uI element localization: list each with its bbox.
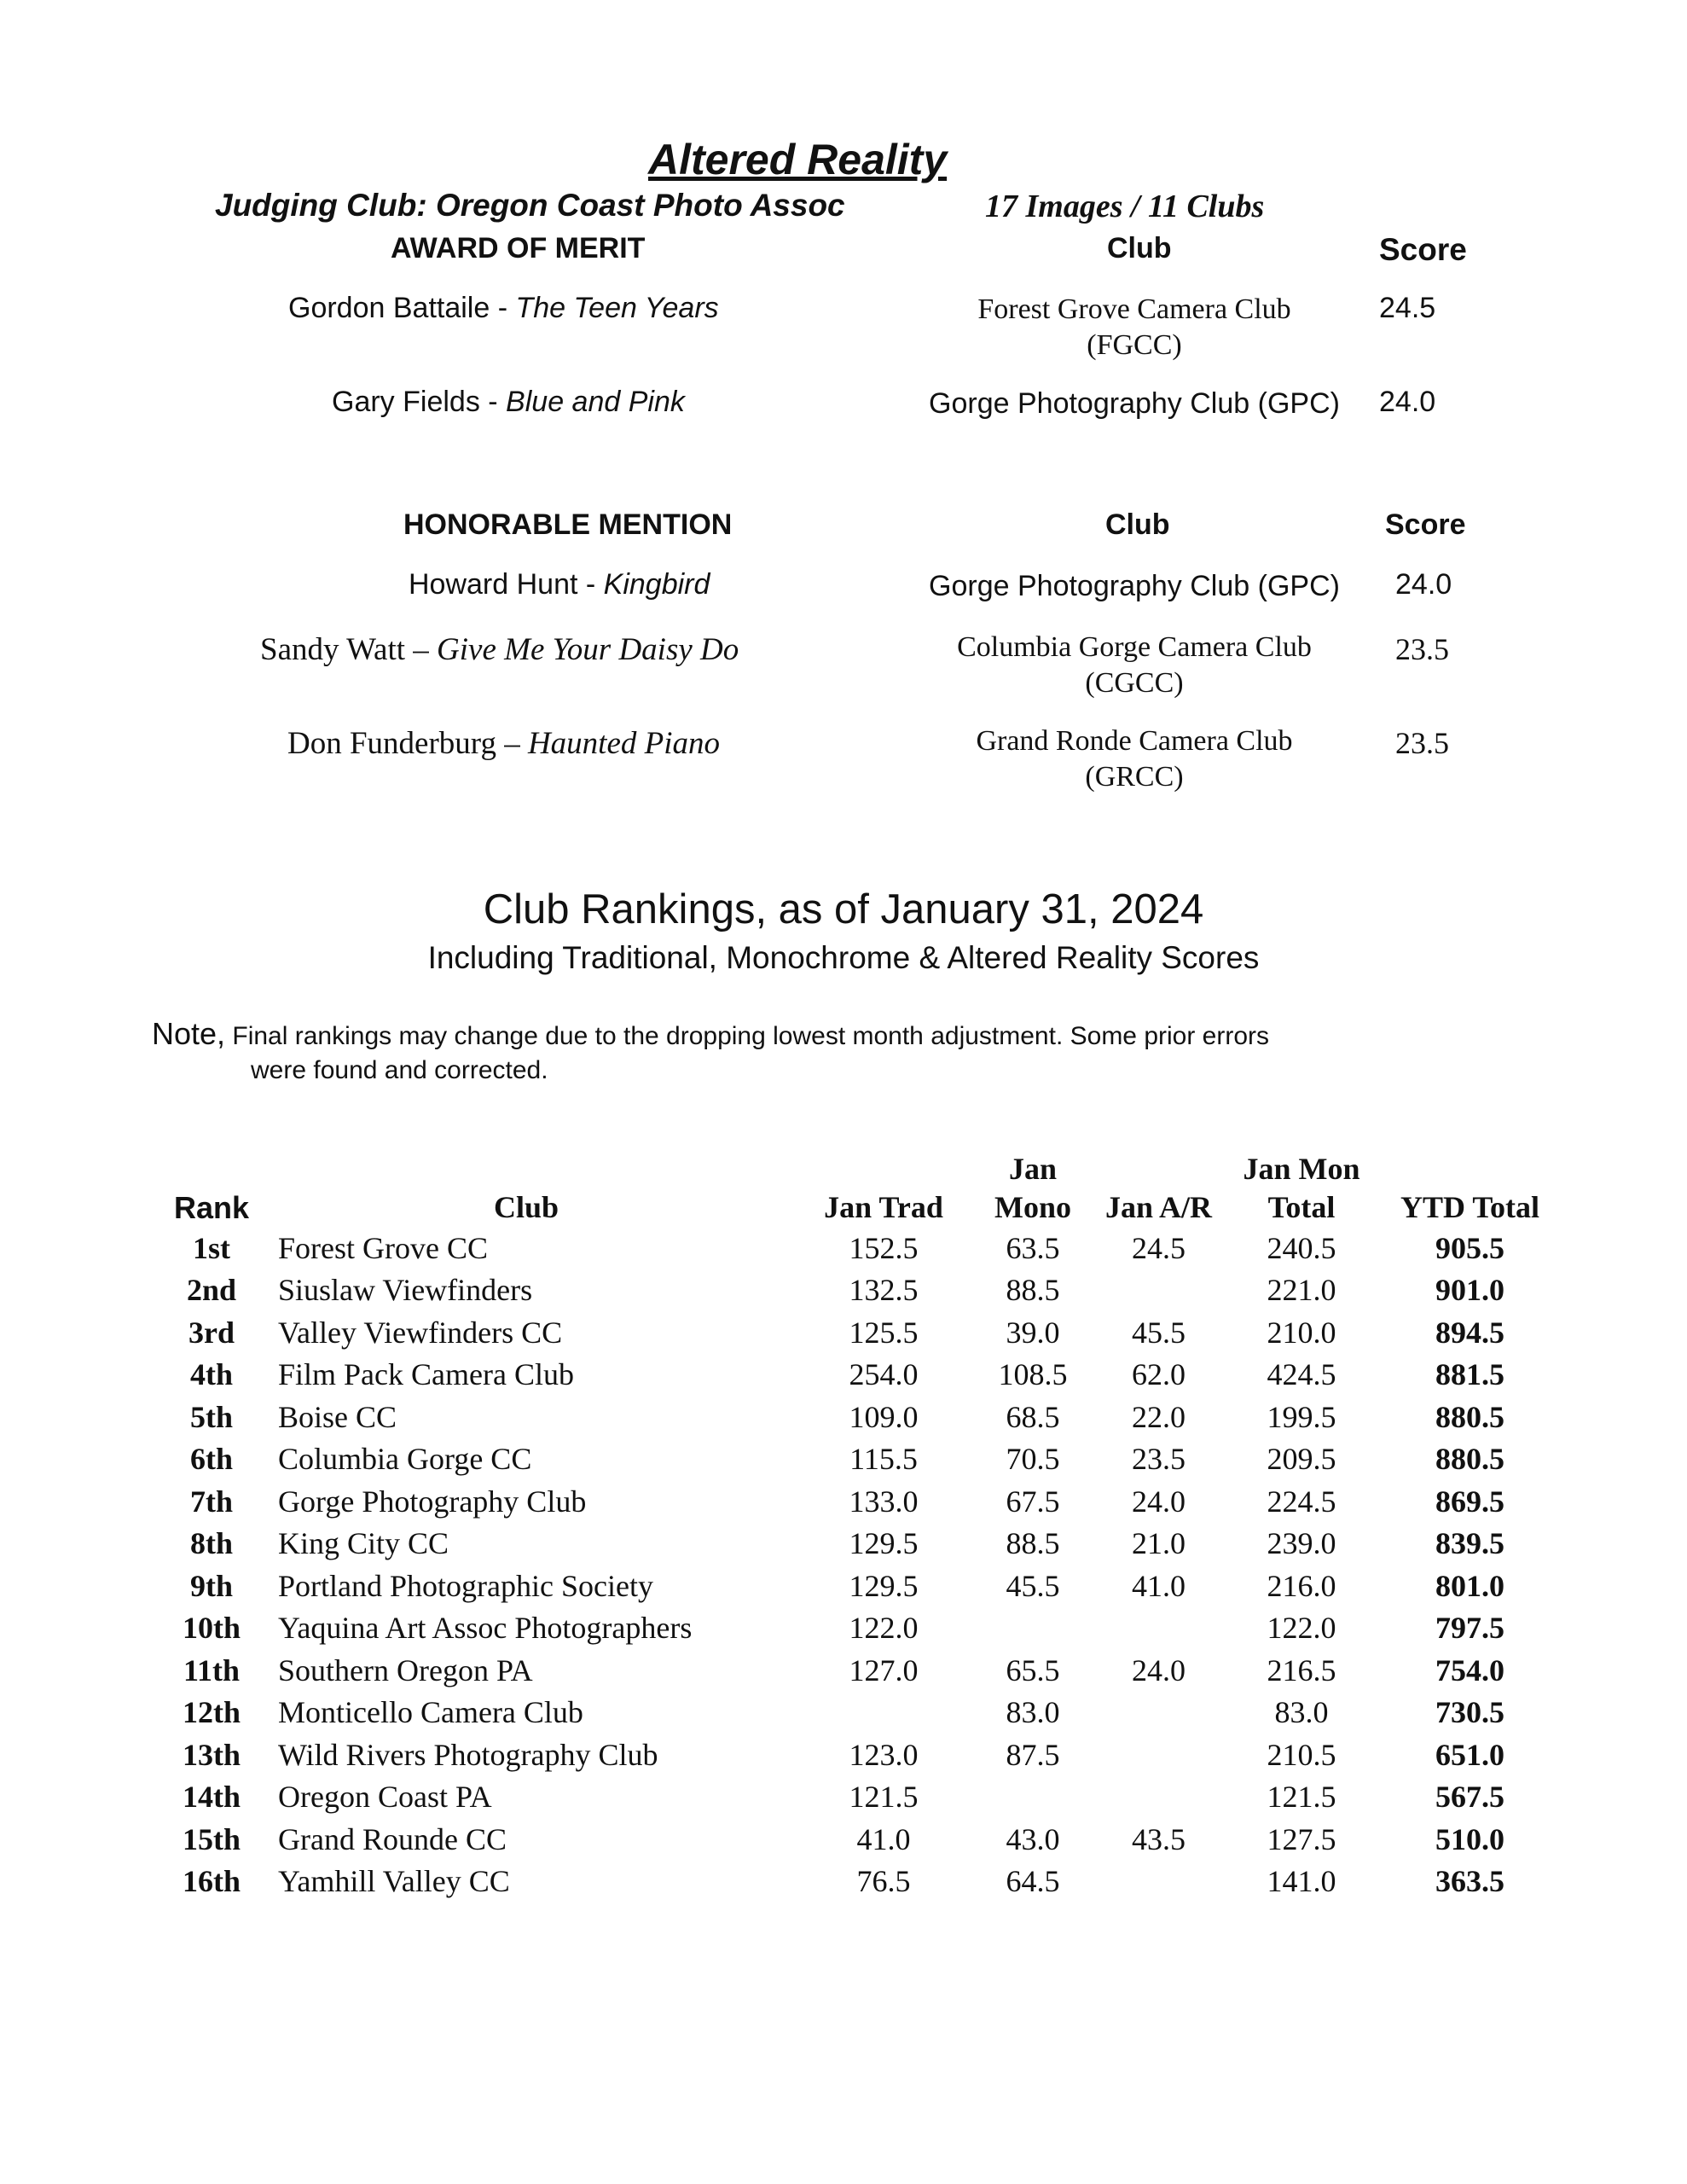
award-entry-1-name [288,292,719,325]
club-line: (CGCC) [1085,667,1184,699]
award-entry-2-name [332,386,685,419]
award-entry-title: The Teen Years [515,292,719,324]
ar-cell: 24.0 [1132,1484,1186,1519]
ytd-cell: 869.5 [1435,1484,1504,1519]
total-cell: 121.5 [1267,1780,1336,1815]
ar-cell: 23.5 [1132,1442,1186,1477]
rankings-subtitle: Including Traditional, Monochrome & Altered Reality Scores [427,940,1260,975]
rankings-table [169,1150,1557,1902]
mono-cell: 88.5 [1006,1273,1060,1308]
award-of-merit-heading: AWARD OF MERIT [391,232,646,264]
mono-cell: 67.5 [1006,1484,1060,1519]
rank-cell: 1st [193,1230,230,1265]
total-cell: 240.5 [1267,1230,1336,1265]
rankings-body [169,1227,1557,1902]
honorable-entry-author: Don Funderburg – [287,726,528,761]
ytd-cell: 881.5 [1435,1357,1504,1392]
honorable-score-heading: Score [1385,508,1466,541]
note-lead: Note, [152,1016,226,1051]
header-line: Jan [1008,1152,1058,1186]
club-cell: King City CC [278,1526,449,1561]
mono-cell [969,1776,1097,1819]
mono-cell: 88.5 [1006,1526,1060,1561]
mono-cell: 87.5 [1006,1737,1060,1772]
club-cell: Boise CC [278,1399,397,1434]
mono-cell: 83.0 [1006,1695,1060,1730]
trad-cell: 41.0 [856,1821,911,1856]
award-entry-author: Gary Fields - [332,386,507,418]
trad-cell: 121.5 [849,1780,919,1815]
table-row [169,1354,1557,1397]
rank-cell: 12th [182,1695,241,1730]
ytd-cell: 901.0 [1435,1273,1504,1308]
mono-cell: 45.5 [1006,1568,1060,1603]
total-cell: 141.0 [1267,1864,1336,1899]
col-ar-header: Jan A/R [1104,1190,1213,1224]
ar-cell: 45.5 [1132,1315,1186,1350]
image-count: 17 Images / 11 Clubs [985,189,1265,224]
club-line: Forest Grove Camera Club [977,293,1291,325]
trad-cell: 132.5 [849,1273,919,1308]
ar-cell: 24.0 [1132,1653,1186,1687]
mono-cell: 68.5 [1006,1399,1060,1434]
ar-cell: 24.5 [1132,1230,1186,1265]
header-line: Mono [994,1190,1071,1224]
club-line: (FGCC) [1087,329,1182,361]
col-rank-header: Rank [173,1190,250,1225]
club-line: Gorge Photography Club (GPC) [929,387,1340,420]
rank-cell: 9th [189,1568,233,1603]
note-line-2: were found and corrected. [251,1056,548,1084]
table-row [169,1818,1557,1861]
club-cell: Forest Grove CC [278,1230,488,1265]
club-line: Columbia Gorge Camera Club [957,631,1312,663]
total-cell: 122.0 [1267,1611,1336,1646]
page-title: Altered Reality [648,136,948,183]
club-cell: Valley Viewfinders CC [278,1315,563,1350]
ar-cell [1097,1776,1220,1819]
ar-cell: 21.0 [1132,1526,1186,1561]
ar-cell: 43.5 [1132,1821,1186,1856]
honorable-mention-heading: HONORABLE MENTION [403,508,733,541]
rank-cell: 11th [183,1653,241,1687]
honorable-entry-title: Kingbird [603,568,710,601]
club-cell: Southern Oregon PA [278,1653,533,1687]
col-total-header [1220,1150,1383,1227]
trad-cell: 125.5 [849,1315,919,1350]
note-line-1: Final rankings may change due to the dropping lowest month adjustment. Some prior errors [225,1022,1270,1050]
club-line: Gorge Photography Club (GPC) [929,570,1340,602]
table-row [169,1480,1557,1523]
honorable-entry-1-name [409,568,710,601]
rank-cell: 16th [182,1864,241,1899]
trad-cell: 115.5 [849,1442,918,1477]
trad-cell: 129.5 [849,1568,919,1603]
ar-cell [1097,1861,1220,1903]
award-entry-2-score: 24.0 [1379,386,1436,418]
ytd-cell: 510.0 [1435,1821,1504,1856]
ytd-cell: 730.5 [1435,1695,1504,1730]
club-line: (GRCC) [1085,761,1184,793]
col-club-header: Club [493,1190,559,1224]
trad-cell [798,1692,969,1734]
trad-cell: 76.5 [856,1864,911,1899]
total-cell: 199.5 [1267,1399,1336,1434]
rank-cell: 2nd [186,1273,237,1308]
club-cell: Wild Rivers Photography Club [278,1737,658,1772]
total-cell: 424.5 [1267,1357,1336,1392]
honorable-entry-1-club [913,568,1356,604]
honorable-entry-3-name [287,725,720,762]
col-trad-header: Jan Trad [824,1190,943,1224]
rank-cell: 5th [189,1399,233,1434]
trad-cell: 123.0 [849,1737,919,1772]
total-cell: 221.0 [1267,1273,1336,1308]
ytd-cell: 651.0 [1435,1737,1504,1772]
mono-cell: 70.5 [1006,1442,1060,1477]
table-row [169,1311,1557,1354]
ytd-cell: 363.5 [1435,1864,1504,1899]
mono-cell: 65.5 [1006,1653,1060,1687]
mono-cell: 108.5 [998,1357,1068,1392]
table-row [169,1438,1557,1481]
total-cell: 83.0 [1274,1695,1329,1730]
total-cell: 210.0 [1267,1315,1336,1350]
ytd-cell: 839.5 [1435,1526,1504,1561]
table-row [169,1269,1557,1312]
honorable-entry-title: Haunted Piano [527,726,721,761]
trad-cell: 133.0 [849,1484,919,1519]
rank-cell: 3rd [188,1315,235,1350]
honorable-entry-1-score: 24.0 [1395,568,1452,601]
rank-cell: 6th [189,1442,233,1477]
ar-cell [1097,1269,1220,1312]
rankings-title: Club Rankings, as of January 31, 2024 [483,886,1204,932]
honorable-entry-author: Sandy Watt – [260,632,438,667]
trad-cell: 152.5 [849,1230,919,1265]
judging-club: Judging Club: Oregon Coast Photo Assoc [215,188,845,223]
honorable-entry-2-name [260,631,739,668]
trad-cell: 127.0 [849,1653,919,1687]
ar-cell [1097,1692,1220,1734]
table-row [169,1692,1557,1734]
total-cell: 216.5 [1267,1653,1336,1687]
rank-cell: 14th [182,1780,241,1815]
honorable-entry-3-score: 23.5 [1395,726,1449,760]
rank-cell: 15th [182,1821,241,1856]
club-cell: Film Pack Camera Club [278,1357,574,1392]
ytd-cell: 905.5 [1435,1230,1504,1265]
rank-cell: 13th [182,1737,241,1772]
total-cell: 216.0 [1267,1568,1336,1603]
header-line: Jan Mon [1243,1152,1360,1186]
col-ytd-header: YTD Total [1400,1190,1540,1224]
rank-cell: 4th [189,1357,233,1392]
mono-cell: 63.5 [1006,1230,1060,1265]
club-cell: Monticello Camera Club [278,1695,583,1730]
table-header-row [169,1150,1557,1227]
table-row [169,1523,1557,1565]
mono-cell: 43.0 [1006,1821,1060,1856]
honorable-entry-2-club [930,630,1339,701]
trad-cell: 129.5 [849,1526,919,1561]
table-row [169,1734,1557,1776]
table-row [169,1607,1557,1650]
ytd-cell: 880.5 [1435,1442,1504,1477]
trad-cell: 109.0 [849,1399,919,1434]
honorable-club-heading: Club [1105,508,1170,541]
ytd-cell: 894.5 [1435,1315,1504,1350]
award-score-heading: Score [1379,232,1467,267]
header-line: Total [1267,1190,1336,1224]
total-cell: 239.0 [1267,1526,1336,1561]
rank-cell: 8th [189,1526,233,1561]
table-row [169,1776,1557,1819]
ar-cell: 22.0 [1132,1399,1186,1434]
award-entry-title: Blue and Pink [506,386,685,418]
club-cell: Oregon Coast PA [278,1780,492,1815]
club-cell: Columbia Gorge CC [278,1442,532,1477]
honorable-entry-author: Howard Hunt - [409,568,604,601]
club-line: Grand Ronde Camera Club [976,725,1293,757]
club-cell: Portland Photographic Society [278,1568,653,1603]
ytd-cell: 754.0 [1435,1653,1504,1687]
club-cell: Gorge Photography Club [278,1484,587,1519]
honorable-entry-title: Give Me Your Daisy Do [437,632,739,667]
total-cell: 209.5 [1267,1442,1336,1477]
club-cell: Yamhill Valley CC [278,1864,510,1899]
club-cell: Grand Rounde CC [278,1821,507,1856]
award-club-heading: Club [1107,232,1172,264]
ar-cell [1097,1734,1220,1776]
table-row [169,1565,1557,1607]
award-entry-1-score: 24.5 [1379,292,1436,324]
total-cell: 210.5 [1267,1737,1336,1772]
ytd-cell: 801.0 [1435,1568,1504,1603]
ytd-cell: 880.5 [1435,1399,1504,1434]
rankings-note [152,1017,1269,1088]
rank-cell: 7th [189,1484,233,1519]
ytd-cell: 797.5 [1435,1611,1504,1646]
award-entry-1-club [930,292,1339,363]
trad-cell: 254.0 [849,1357,919,1392]
club-cell: Siuslaw Viewfinders [278,1273,533,1308]
ytd-cell: 567.5 [1435,1780,1504,1815]
honorable-entry-3-club [930,723,1339,795]
table-row [169,1861,1557,1903]
table-row [169,1396,1557,1438]
trad-cell: 122.0 [849,1611,919,1646]
mono-cell: 39.0 [1006,1315,1060,1350]
mono-cell: 64.5 [1006,1864,1060,1899]
club-cell: Yaquina Art Assoc Photographers [278,1611,693,1646]
rank-cell: 10th [182,1611,241,1646]
total-cell: 127.5 [1267,1821,1336,1856]
ar-cell [1097,1607,1220,1650]
col-mono-header [969,1150,1097,1227]
mono-cell [969,1607,1097,1650]
ar-cell: 62.0 [1132,1357,1186,1392]
table-row [169,1227,1557,1269]
total-cell: 224.5 [1267,1484,1336,1519]
ar-cell: 41.0 [1132,1568,1186,1603]
table-row [169,1649,1557,1692]
honorable-entry-2-score: 23.5 [1395,632,1449,666]
award-entry-2-club [913,386,1356,421]
award-entry-author: Gordon Battaile - [288,292,516,324]
